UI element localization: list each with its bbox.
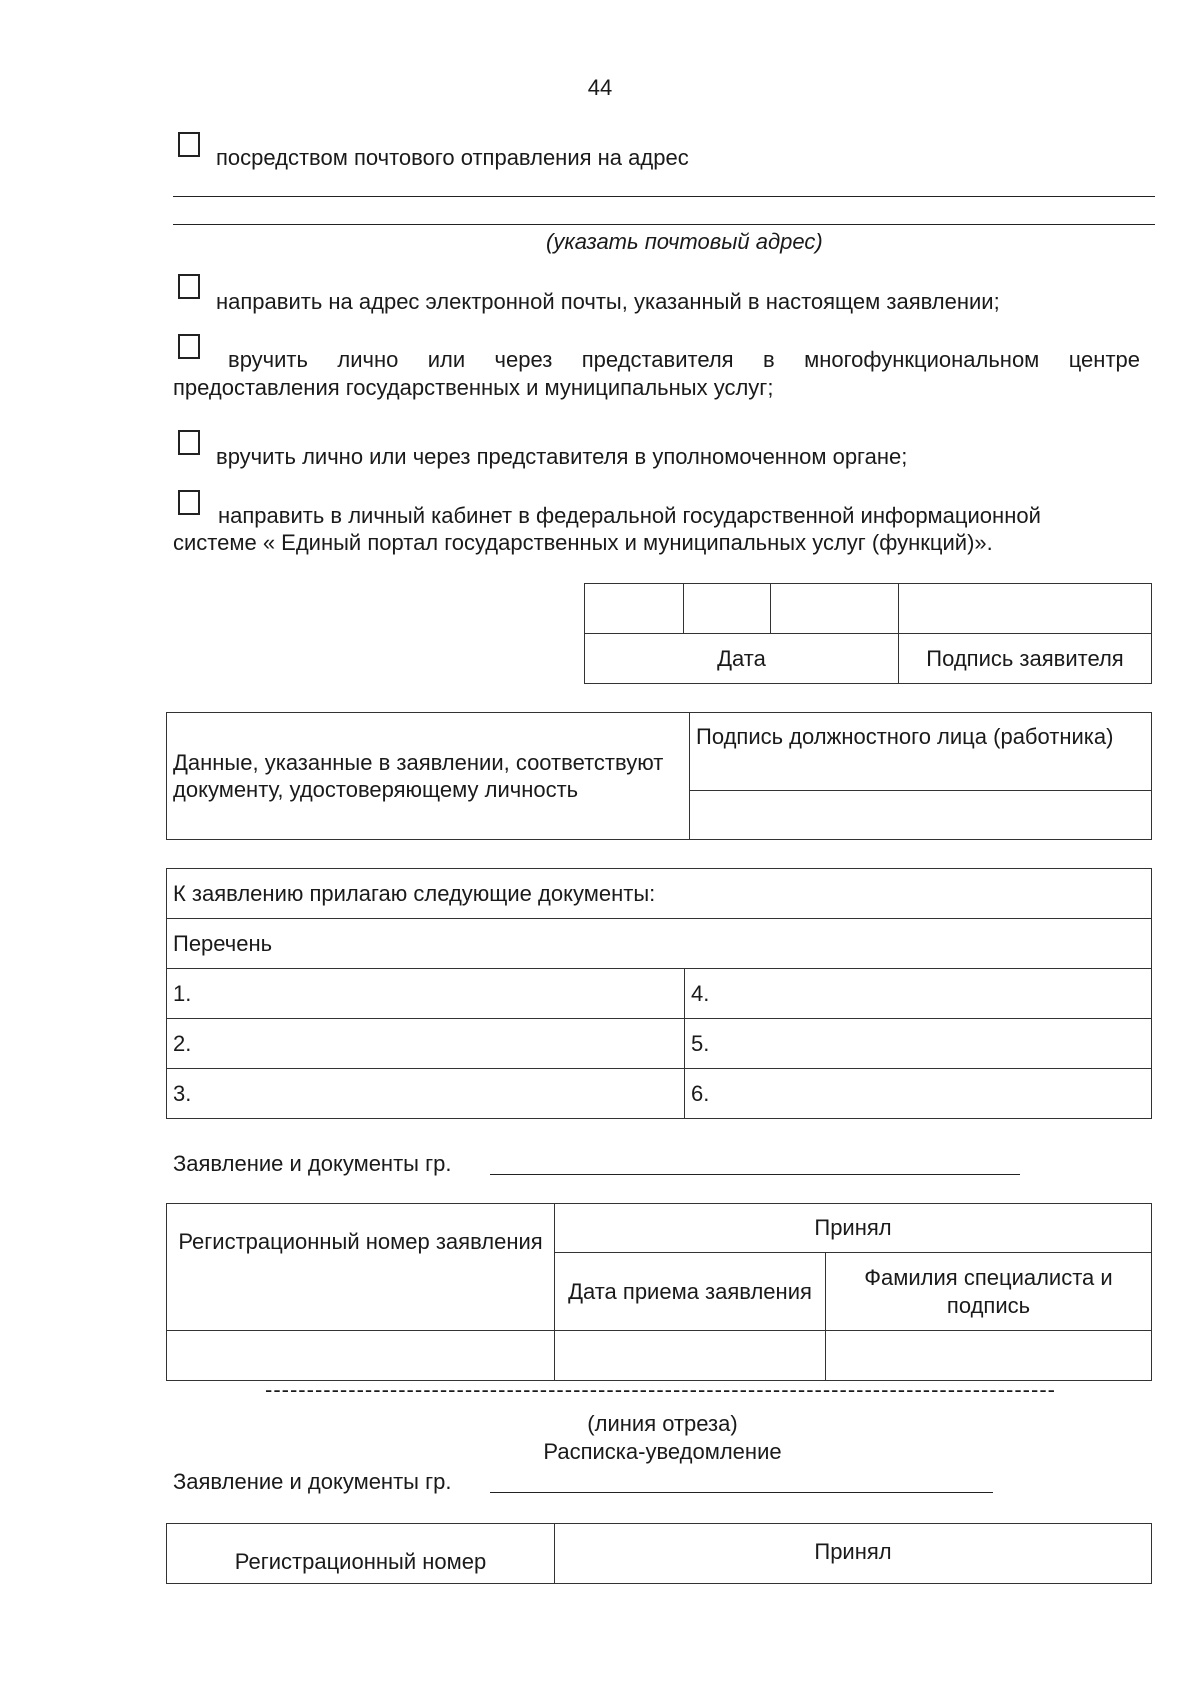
cut-line: -----------------------------------------------------------------------------------------------	[265, 1377, 1056, 1402]
statement-label: Заявление и документы гр.	[173, 1151, 452, 1176]
statement-label-2: Заявление и документы гр.	[173, 1469, 452, 1494]
reg-number-cell[interactable]	[167, 1331, 555, 1381]
email-checkbox[interactable]	[178, 274, 200, 299]
date-signature-table	[584, 583, 1152, 684]
official-signature-label: Подпись должностного лица (работника)	[690, 713, 1152, 791]
cut-line-label: (линия отреза)	[587, 1411, 738, 1436]
portal-checkbox[interactable]	[178, 490, 200, 515]
mfc-option-label-line2: предоставления государственных и муниципальных услуг;	[173, 375, 774, 400]
documents-list-label: Перечень	[167, 919, 1152, 969]
receipt-title: Расписка-уведомление	[543, 1439, 782, 1464]
specialist-label: Фамилия специалиста и подпись	[826, 1253, 1152, 1331]
email-option-label: направить на адрес электронной почты, указанный в настоящем заявлении;	[216, 289, 1000, 314]
authority-option-label: вручить лично или через представителя в уполномоченном органе;	[216, 444, 908, 469]
signature-cell[interactable]	[899, 584, 1152, 634]
mfc-checkbox[interactable]	[178, 334, 200, 359]
accepted-label-2: Принял	[555, 1524, 1152, 1584]
authority-checkbox[interactable]	[178, 430, 200, 455]
date-received-label: Дата приема заявления	[555, 1253, 826, 1331]
page-number: 44	[587, 75, 613, 100]
document-item-5[interactable]: 5.	[685, 1019, 1152, 1069]
document-item-4[interactable]: 4.	[685, 969, 1152, 1019]
reg-number-label: Регистрационный номер заявления	[167, 1204, 555, 1331]
registration-table-2	[166, 1523, 1152, 1584]
portal-option-label-line1: направить в личный кабинет в федеральной государственной информационной	[218, 503, 1041, 528]
specialist-cell[interactable]	[826, 1331, 1152, 1381]
verification-table	[166, 712, 1152, 840]
statement-name-line[interactable]	[490, 1174, 1020, 1175]
postal-option-label: посредством почтового отправления на адрес	[216, 145, 689, 170]
document-item-2[interactable]: 2.	[167, 1019, 685, 1069]
document-item-6[interactable]: 6.	[685, 1069, 1152, 1119]
portal-option-label-line2: системе « Единый портал государственных и муниципальных услуг (функций)».	[173, 530, 993, 555]
postal-checkbox[interactable]	[178, 132, 200, 157]
documents-table	[166, 868, 1152, 1119]
mfc-option-label-line1: вручить лично или через представителя в многофункциональном центре	[228, 347, 1140, 372]
reg-number-label-2: Регистрационный номер	[167, 1524, 555, 1584]
address-line-2[interactable]	[173, 224, 1155, 225]
registration-table	[166, 1203, 1152, 1381]
documents-header: К заявлению прилагаю следующие документы:	[167, 869, 1152, 919]
official-signature-cell[interactable]	[690, 791, 1152, 840]
date-year-cell[interactable]	[771, 584, 899, 634]
verification-text: Данные, указанные в заявлении, соответствуют документу, удостоверяющему личность	[167, 713, 690, 840]
accepted-label: Принял	[555, 1204, 1152, 1253]
date-month-cell[interactable]	[684, 584, 771, 634]
applicant-signature-label: Подпись заявителя	[899, 634, 1152, 684]
address-line-1[interactable]	[173, 196, 1155, 197]
date-label: Дата	[585, 634, 899, 684]
date-day-cell[interactable]	[585, 584, 684, 634]
date-received-cell[interactable]	[555, 1331, 826, 1381]
document-item-1[interactable]: 1.	[167, 969, 685, 1019]
document-item-3[interactable]: 3.	[167, 1069, 685, 1119]
postal-address-hint: (указать почтовый адрес)	[546, 229, 823, 254]
statement-name-line-2[interactable]	[490, 1492, 993, 1493]
